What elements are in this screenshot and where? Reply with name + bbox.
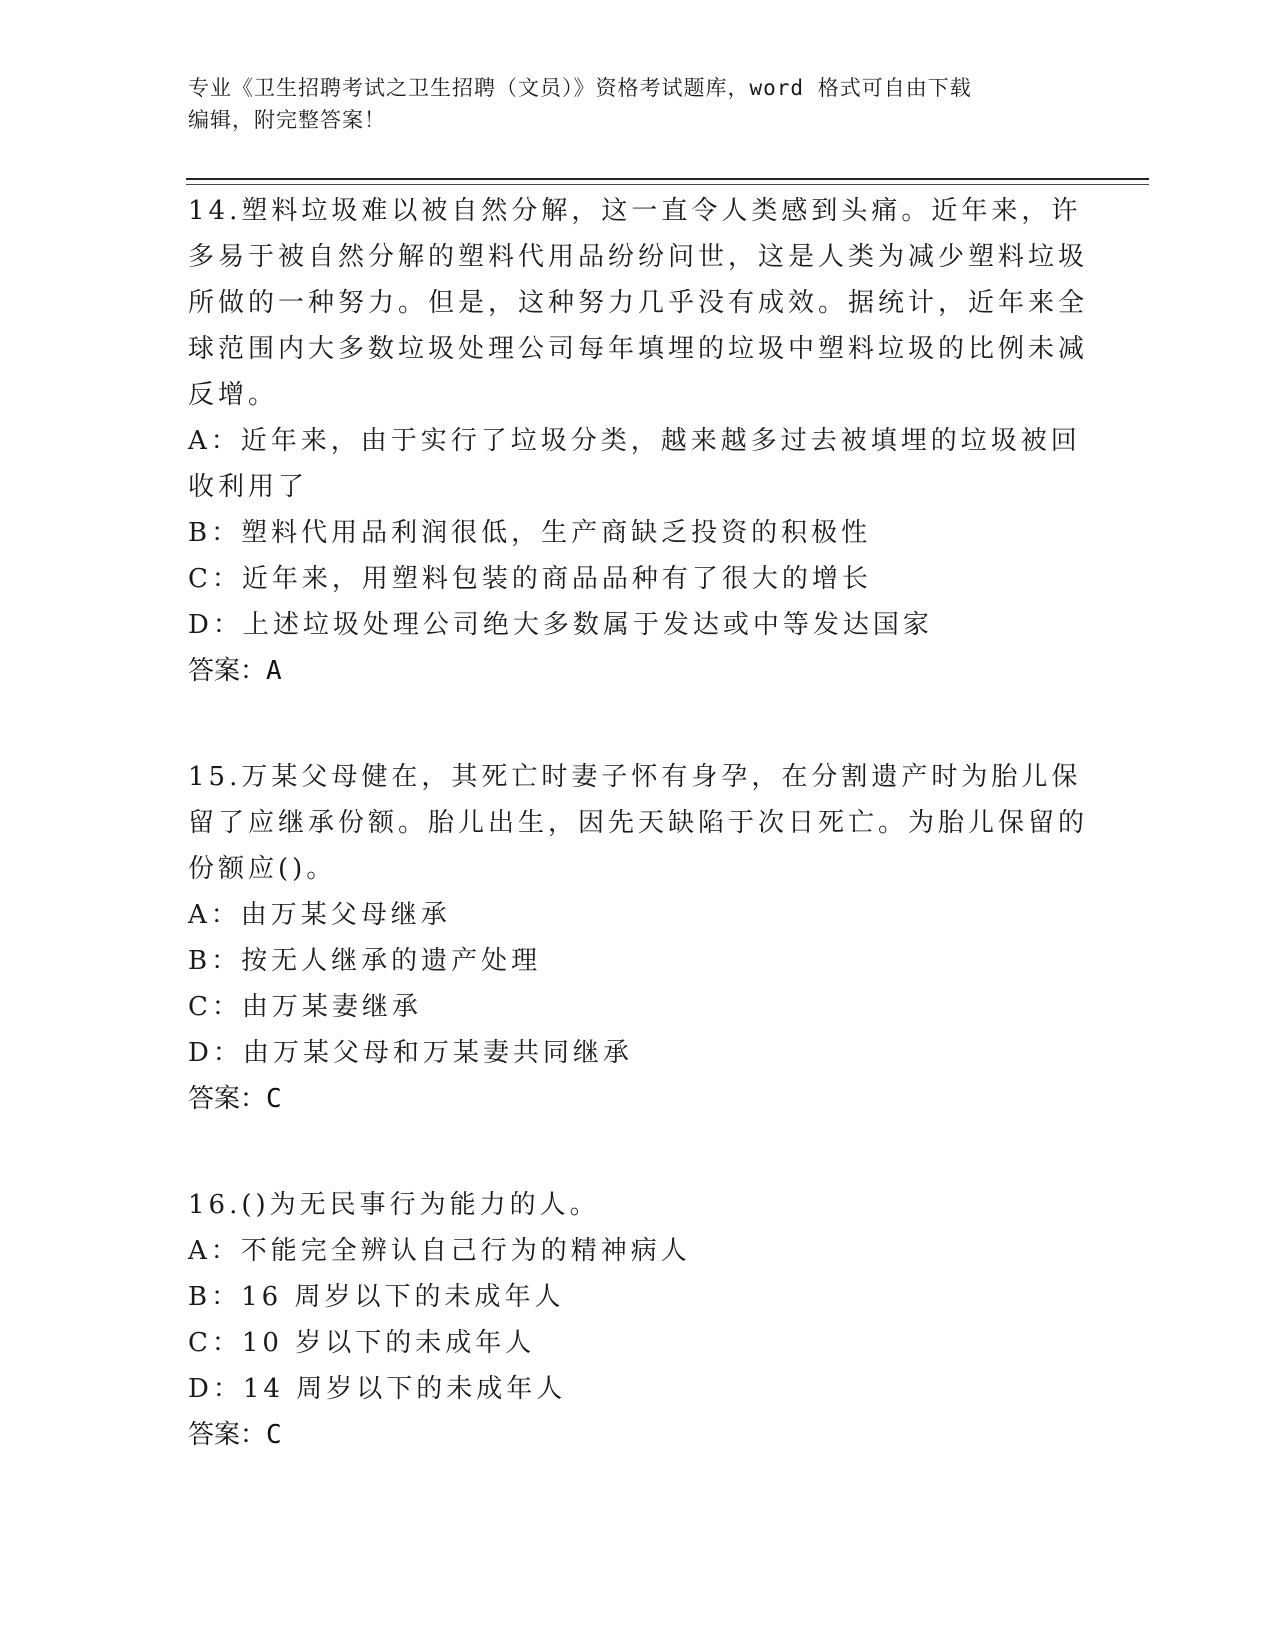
document-header: [188, 72, 1088, 136]
question-15: [188, 754, 1088, 1122]
header-divider-thin: [186, 184, 1149, 185]
question-stem: 16.()为无民事行为能力的人。: [188, 1190, 600, 1220]
option-a: A：近年来，由于实行了垃圾分类，越来越多过去被填埋的垃圾被回收利用了: [188, 426, 1081, 502]
option-d: D：14 周岁以下的未成年人: [188, 1374, 567, 1404]
option-d: D：上述垃圾处理公司绝大多数属于发达或中等发达国家: [188, 610, 933, 640]
question-16: [188, 1182, 1088, 1458]
question-stem: 14.塑料垃圾难以被自然分解，这一直令人类感到头痛。近年来，许多易于被自然分解的塑料代用品纷纷问世，这是人类为减少塑料垃圾所做的一种努力。但是，这种努力几乎没有成效。据统计，近年来全球范围内大多数垃圾处理公司每年填埋的垃圾中塑料垃圾的比例未减反增。: [188, 196, 1089, 410]
option-b: B：塑料代用品利润很低，生产商缺乏投资的积极性: [188, 518, 872, 548]
option-a: A：由万某父母继承: [188, 900, 451, 930]
option-c: C：由万某妻继承: [188, 992, 422, 1022]
option-d: D：由万某父母和万某妻共同继承: [188, 1038, 633, 1068]
option-a: A：不能完全辨认自己行为的精神病人: [188, 1236, 691, 1266]
header-line-2: 编辑，附完整答案！: [188, 108, 386, 132]
header-line-1: 专业《卫生招聘考试之卫生招聘（文员）》资格考试题库，word 格式可自由下载: [188, 76, 972, 100]
answer-label: 答案：A: [188, 656, 282, 686]
question-list: [188, 188, 1088, 1458]
question-14: [188, 188, 1088, 694]
header-divider-thick: [186, 178, 1149, 180]
option-c: C：近年来，用塑料包装的商品品种有了很大的增长: [188, 564, 872, 594]
option-b: B：16 周岁以下的未成年人: [188, 1282, 565, 1312]
option-c: C：10 岁以下的未成年人: [188, 1328, 536, 1358]
option-b: B：按无人继承的遗产处理: [188, 946, 542, 976]
answer-label: 答案：C: [188, 1084, 282, 1114]
question-stem: 15.万某父母健在，其死亡时妻子怀有身孕，在分割遗产时为胎儿保留了应继承份额。胎儿出生，因先天缺陷于次日死亡。为胎儿保留的份额应()。: [188, 762, 1089, 884]
answer-label: 答案：C: [188, 1420, 282, 1450]
